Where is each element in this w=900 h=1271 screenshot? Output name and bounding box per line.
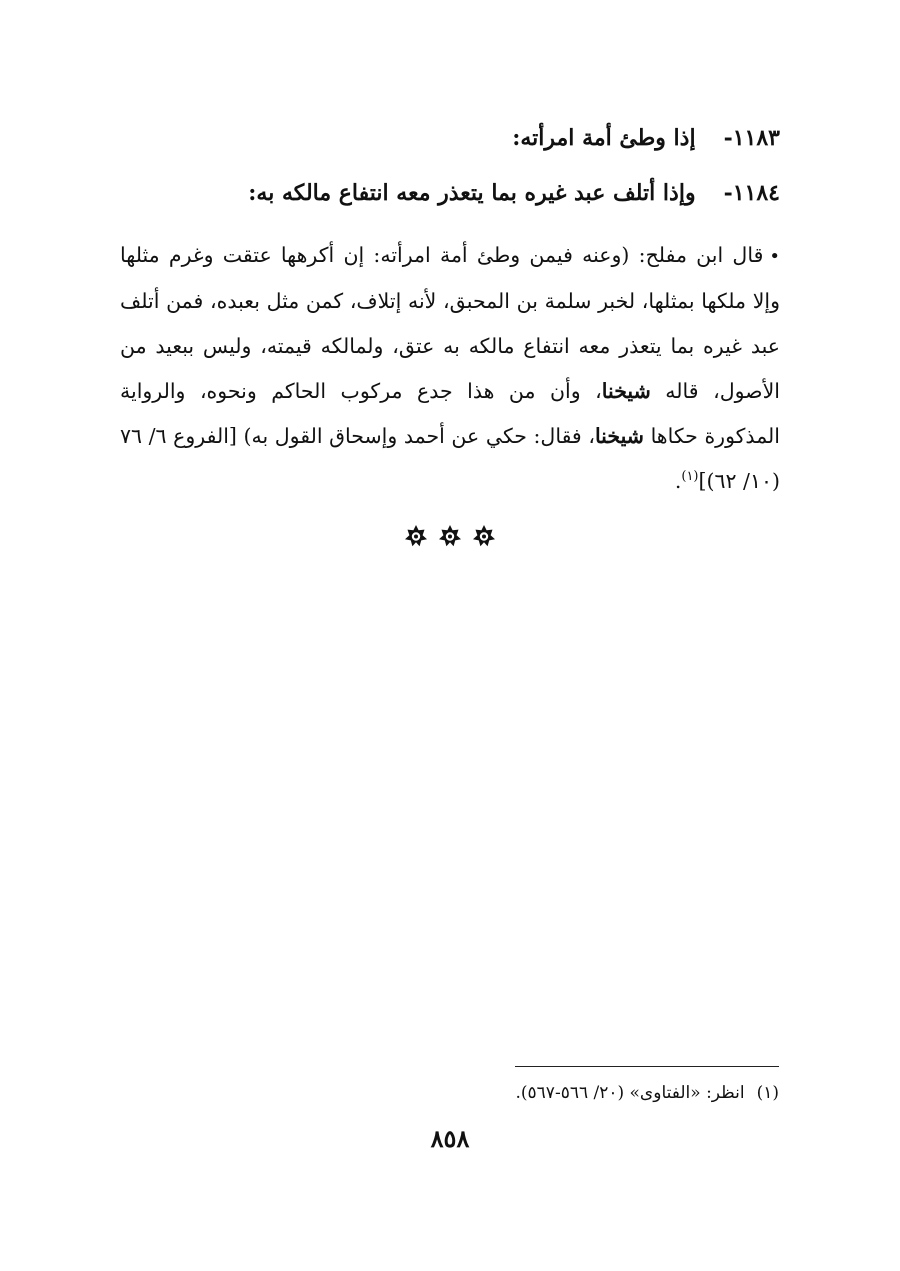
heading-1184 bbox=[120, 173, 780, 213]
paragraph-text: قال ابن مفلح: (وعنه فيمن وطئ أمة امرأته: إن أكرهها عتقت وغرم مثلها وإلا ملكها بمثلها، لخبر سلمة بن المحبق، لأنه إتلاف، كمن مثل بعبده، فمن أتلف عبد غيره بما يتعذر معه انتفاع مالكه به عتق، ولمالكه قيمته، وليس ببعيد من الأصول، قاله bbox=[120, 243, 780, 403]
star-ornament-icon bbox=[438, 524, 462, 548]
heading-text: إذا وطئ أمة امرأته: bbox=[512, 125, 696, 151]
paragraph-text: ، وأن من هذا جدع مركوب الحاكم ونحوه، والرواية المذكورة حكاها bbox=[120, 379, 780, 448]
bold-term: شيخنا bbox=[594, 424, 644, 448]
heading-1183 bbox=[120, 118, 780, 158]
section-divider-ornament bbox=[0, 524, 900, 548]
heading-number: ١١٨٣- bbox=[723, 125, 780, 151]
bold-term: شيخنا bbox=[601, 379, 651, 403]
footnote-text: انظر: «الفتاوى» (٢٠/ ٥٦٦-٥٦٧). bbox=[515, 1083, 745, 1103]
star-ornament-icon bbox=[472, 524, 496, 548]
bullet-icon: • bbox=[769, 246, 780, 267]
quote-paragraph bbox=[120, 233, 780, 504]
paragraph-end: . bbox=[674, 469, 682, 493]
footnote-number: (١) bbox=[756, 1083, 779, 1103]
footnote-separator bbox=[515, 1066, 779, 1067]
footnote-reference: (١) bbox=[681, 469, 699, 485]
star-ornament-icon bbox=[404, 524, 428, 548]
page-number: ٨٥٨ bbox=[430, 1124, 470, 1153]
footnote bbox=[119, 1078, 779, 1108]
heading-text: وإذا أتلف عبد غيره بما يتعذر معه انتفاع مالكه به: bbox=[248, 180, 696, 206]
heading-number: ١١٨٤- bbox=[723, 180, 780, 206]
paragraph-text: ، فقال: حكي عن أحمد وإسحاق القول به) [الفروع ٦/ ٧٦ (١٠/ ٦٢)] bbox=[120, 424, 780, 493]
